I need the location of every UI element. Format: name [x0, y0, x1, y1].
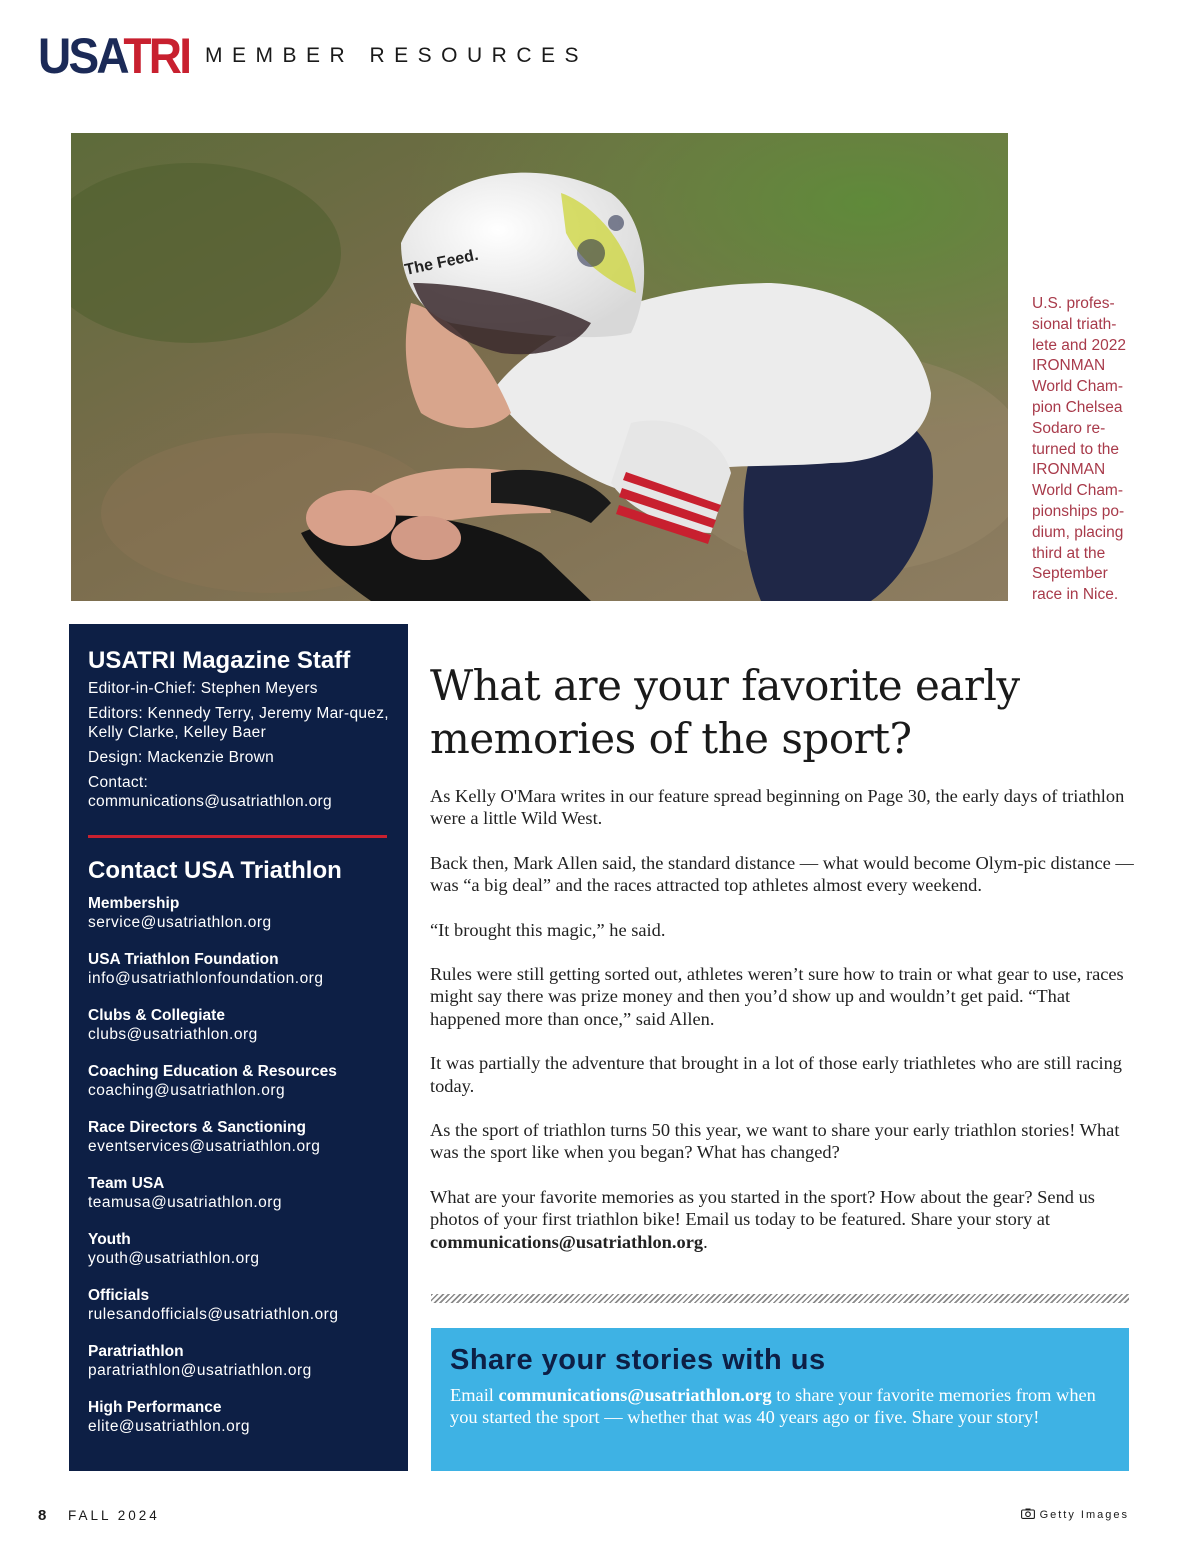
staff-editors: Editors: Kennedy Terry, Jeremy Mar-quez, Kelly Clarke, Kelley Baer	[88, 705, 389, 741]
article-paragraph: Rules were still getting sorted out, athletes weren’t sure how to train or what gear to use, races might say there was prize money and then you’d show up and wouldn’t get paid. “That happened more than once,” said Allen.	[430, 964, 1124, 1029]
credit-text: Getty Images	[1039, 1509, 1129, 1521]
contact-email-link[interactable]: info@usatriathlonfoundation.org	[88, 970, 324, 987]
contact-email-link[interactable]: rulesandofficials@usatriathlon.org	[88, 1306, 339, 1323]
share-prefix: Email	[450, 1385, 499, 1405]
contact-label: High Performance	[88, 1399, 222, 1416]
contact-email-link[interactable]: eventservices@usatriathlon.org	[88, 1138, 321, 1155]
contact-email-link[interactable]: clubs@usatriathlon.org	[88, 1026, 258, 1043]
photo-caption: U.S. profes-sional triath-lete and 2022 IRONMAN World Cham-pion Chelsea Sodaro re-turned to the IRONMAN World Cham-pionships po-dium, placing third at the September race in Nice.	[1032, 295, 1126, 604]
contact-item	[88, 1230, 389, 1268]
staff-title: USATRI Magazine Staff	[88, 647, 351, 674]
cyclist-photo	[71, 133, 1008, 601]
share-email-link[interactable]: communications@usatriathlon.org	[498, 1385, 772, 1405]
sidebar-divider	[88, 835, 387, 838]
article-paragraph: “It brought this magic,” he said.	[430, 919, 666, 940]
staff-editor-in-chief: Editor-in-Chief: Stephen Meyers	[88, 680, 318, 697]
contact-label: Membership	[88, 895, 180, 912]
article-paragraph: As the sport of triathlon turns 50 this year, we want to share your early triathlon stories! What was the sport like when you began? What has changed?	[430, 1120, 1120, 1163]
contact-email-link[interactable]: paratriathlon@usatriathlon.org	[88, 1362, 312, 1379]
contact-email-link[interactable]: teamusa@usatriathlon.org	[88, 1194, 283, 1211]
contact-item	[88, 1174, 389, 1212]
contact-item	[88, 1342, 389, 1380]
contact-label: USA Triathlon Foundation	[88, 951, 279, 968]
article-paragraph: Back then, Mark Allen said, the standard distance — what would become Olym-pic distance — was “a big deal” and the races attracted top athletes almost every weekend.	[430, 852, 1134, 896]
helmet-text: The Feed.	[403, 246, 480, 279]
section-label: MEMBER RESOURCES	[205, 44, 589, 67]
contact-item	[88, 894, 389, 932]
article-paragraph: It was partially the adventure that brought in a lot of those early triathletes who are still racing today.	[430, 1053, 1122, 1096]
article-email-link[interactable]: communications@usatriathlon.org	[430, 1231, 704, 1252]
contact-title: Contact USA Triathlon	[88, 857, 342, 884]
contact-email-link[interactable]: service@usatriathlon.org	[88, 914, 272, 931]
article-headline: What are your favorite early memories of the sport?	[430, 661, 1020, 763]
last-paragraph-end: .	[703, 1231, 708, 1252]
issue-label: FALL 2024	[68, 1508, 160, 1523]
usatri-logo	[38, 28, 190, 84]
contact-item	[88, 1398, 389, 1436]
article-body	[430, 785, 1136, 1275]
share-text	[450, 1384, 1110, 1429]
contact-label: Team USA	[88, 1175, 165, 1192]
contact-item	[88, 1286, 389, 1324]
contact-email-link[interactable]: youth@usatriathlon.org	[88, 1250, 260, 1267]
share-title: Share your stories with us	[450, 1344, 826, 1376]
share-suffix: to share your favorite memories from when you started the sport — whether that was 40 years ago or five. Share your story!	[450, 1385, 1096, 1428]
contact-label: Youth	[88, 1231, 131, 1248]
contact-email-link[interactable]: coaching@usatriathlon.org	[88, 1082, 286, 1099]
photo-credit	[1021, 1508, 1129, 1522]
contact-item	[88, 1118, 389, 1156]
contact-label: Paratriathlon	[88, 1343, 184, 1360]
last-paragraph-text: What are your favorite memories as you started in the sport? How about the gear? Send us photos of your first triathlon bike! Email us today to be featured. Share your story at	[430, 1186, 1095, 1230]
contact-item	[88, 1006, 389, 1044]
contact-item	[88, 950, 389, 988]
hatched-divider	[431, 1294, 1129, 1303]
contact-label: Officials	[88, 1287, 150, 1304]
contact-item	[88, 1062, 389, 1100]
share-stories-box	[431, 1328, 1129, 1471]
article-paragraph-last	[430, 1186, 1136, 1253]
contact-label: Clubs & Collegiate	[88, 1007, 225, 1024]
logo-usa: USA	[38, 28, 124, 84]
staff-design: Design: Mackenzie Brown	[88, 749, 275, 766]
contact-email-link[interactable]: elite@usatriathlon.org	[88, 1418, 251, 1435]
contact-label: Coaching Education & Resources	[88, 1063, 337, 1080]
article-paragraph: As Kelly O'Mara writes in our feature spread beginning on Page 30, the early days of triathlon were a little Wild West.	[430, 786, 1125, 829]
logo-tri: TRI	[123, 28, 190, 84]
sidebar-panel	[69, 624, 408, 1471]
page-number: 8	[38, 1507, 47, 1524]
staff-contact: Contact: communications@usatriathlon.org	[88, 774, 332, 810]
contact-label: Race Directors & Sanctioning	[88, 1119, 306, 1136]
camera-icon	[1021, 1508, 1035, 1522]
